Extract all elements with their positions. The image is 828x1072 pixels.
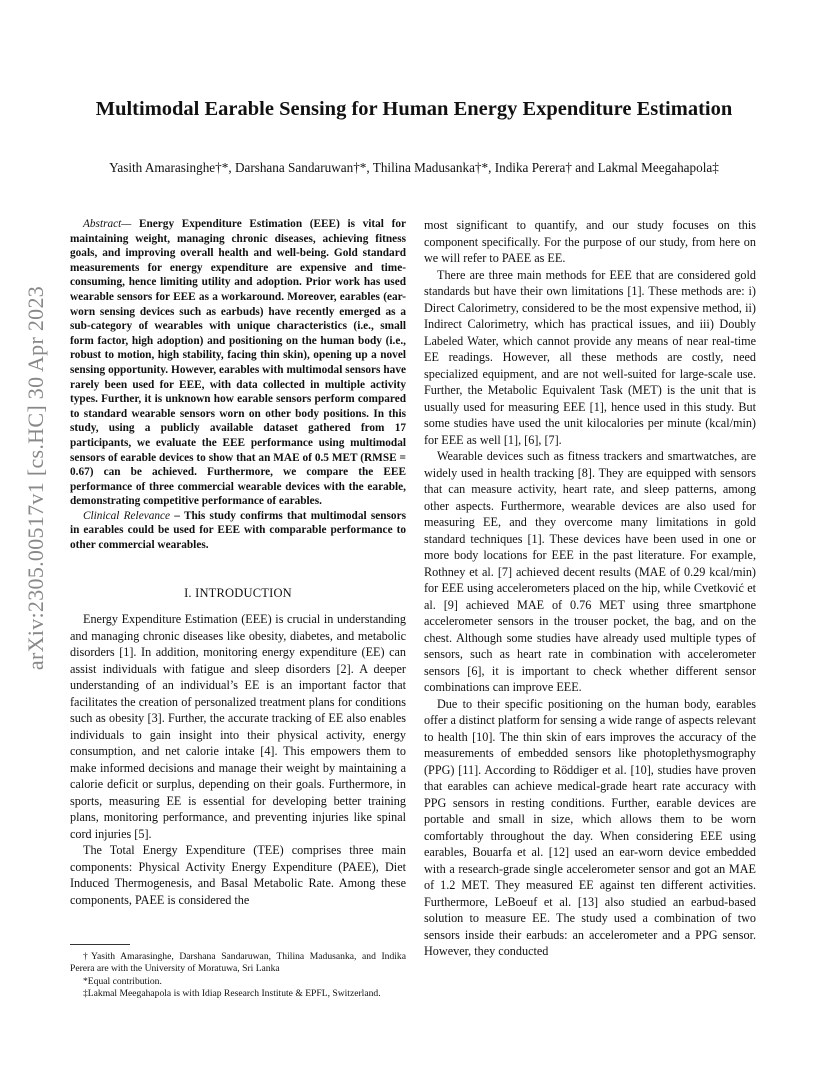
footnote: *Equal contribution. (83, 975, 162, 987)
body-paragraph: Wearable devices such as fitness trackers and smartwatches, are widely used in health tracking [8]. They are equipped with sensors that can measure activity, heart rate, and sleep patterns, among other aspects. Furthermore, wearable devices are also used for measuring EE, and they overcome many limitations in gold standard techniques [1]. These devices have been used in one or more body locations for EEE in the past literature. For example, Rothney et al. [7] achieved decent results (MAE of 0.29 kcal/min) for EEE using accelerometers placed on the hip, while Cvetković et al. [9] achieved MAE of 0.76 MET using three smartphone accelerometer sensors in the trouser pocket, the bag, and on the chest. Although some studies have already used multiple types of sensors, such as heart rate in combination with accelerometer sensors [6], it is important to check whether different sensor combinations can improve EEE. (424, 449, 756, 694)
paper-title: Multimodal Earable Sensing for Human Energy Expenditure Estimation (95, 98, 733, 120)
clinical-relevance (70, 509, 406, 553)
body-paragraph: There are three main methods for EEE that are considered gold standards but have their own limitations [1]. These methods are: i) Direct Calorimetry, considered to be the most expensive method, ii) Indirect Calorimetry, which has practical issues, and iii) Doubly Labeled Water, which cannot provide any means of near real-time EE readings. However, all these methods are costly, need specialized equipment, and are not well-suited for large-scale use. Further, the Metabolic Equivalent Task (MET) is the unit that is usually used for measuring EEE [1], hence used in this study. But some studies have used the unit kilocalories per minute (kcal/min) for EEE as well [1], [6], [7]. (424, 267, 756, 447)
left-column (70, 217, 406, 908)
section-heading: I. INTRODUCTION (184, 585, 292, 600)
footnote-rule (70, 944, 130, 945)
footnotes (70, 930, 406, 1000)
abstract-label: Abstract— (83, 218, 132, 230)
abstract (70, 217, 406, 509)
footnote: ‡Lakmal Meegahapola is with Idiap Research Institute & EPFL, Switzerland. (83, 987, 381, 999)
body-paragraph: The Total Energy Expenditure (TEE) comprises three main components: Physical Activity Energy Expenditure (PAEE), Diet Induced Thermogenesis, and Basal Metabolic Rate. Among these components, PAEE is considered the (70, 843, 406, 907)
body-paragraph: most significant to quantify, and our study focuses on this component specifically. For the purpose of our study, from here on we will refer to PAEE as EE. (424, 218, 756, 265)
clinical-text: – This study confirms that multimodal sensors in earables could be used for EEE with comparable performance to other commercial wearables. (70, 509, 406, 552)
body-paragraph: Energy Expenditure Estimation (EEE) is crucial in understanding and managing chronic diseases like obesity, diabetes, and metabolic disorders [1]. In addition, monitoring energy expenditure (EE) can assist individuals with fatigue and sleep disorders [2]. A deeper understanding of an individual’s EE is an important factor that facilitates the creation of personalized treatment plans for conditions such as obesity [3]. Further, the accurate tracking of EE also enables individuals to gain insight into their physical activity, energy consumption, and net calorie intake [4]. This empowers them to make informed decisions and manage their weight by maintaining a calorie deficit or surplus, depending on their goals. Furthermore, in sports, measuring EE is essential for developing better training plans, monitoring performance, and preventing injuries like spinal cord injuries [5]. (70, 612, 406, 841)
footnote: †Yasith Amarasinghe, Darshana Sandaruwan, Thilina Madusanka, and Indika Perera are with the University of Moratuwa, Sri Lanka (70, 951, 406, 975)
abstract-text: Energy Expenditure Estimation (EEE) is vital for maintaining weight, managing chronic diseases, achieving fitness goals, and improving overall health and well-being. Gold standard measurements for energy expenditure are expensive and time-consuming, hence limiting utility and adoption. Prior work has used wearable sensors for EEE as a workaround. Moreover, earables (ear-worn sensing devices such as earbuds) have recently emerged as a sub-category of wearables with unique characteristics (i.e., small form factor, high adoption) and positioning on the human body (i.e., robust to motion, high stability, facing thin skin), opening up a novel sensing opportunity. However, earables with multimodal sensors have rarely been used for EEE, with data collected in multiple activity types. Further, it is unknown how earable sensors perform compared to standard wearable sensors worn on other body positions. In this study, using a publicly available dataset gathered from 17 participants, we evaluate the EEE performance using multimodal sensors of earable devices to show that an MAE of 0.5 MET (RMSE = 0.67) can be achieved. Furthermore, we compare the EEE performance of three commercial wearable devices with the earable, demonstrating competitive performance of earables. (70, 218, 406, 508)
arxiv-identifier: arXiv:2305.00517v1 [cs.HC] 30 Apr 2023 (23, 285, 48, 671)
right-column (424, 217, 756, 960)
body-paragraph: Due to their specific positioning on the human body, earables offer a distinct platform for sensing a wide range of aspects relevant to health [10]. The thin skin of ears improves the accuracy of the measurements of embedded sensors like photoplethysmography (PPG) [11]. According to Röddiger et al. [10], studies have proven that earables can achieve medical-grade heart rate accuracy with PPG sensors in resting conditions. Further, earable devices are portable and small in size, which allows them to be worn comfortably throughout the day. When considering EEE using earables, Bouarfa et al. [12] used an ear-worn device embedded with a research-grade single accelerometer sensor and got an MAE of 1.2 MET. They measured EE against ten different activities. Furthermore, LeBoeuf et al. [13] also studied an earbud-based solution to measure EE. The study used a combination of two sensors inside their earbuds: an accelerometer and a PPG sensor. However, they conducted (424, 696, 756, 958)
clinical-label: Clinical Relevance (83, 509, 171, 522)
author-list: Yasith Amarasinghe†*, Darshana Sandaruwan†*, Thilina Madusanka†*, Indika Perera† and Lakmal Meegahapola‡ (109, 160, 719, 175)
